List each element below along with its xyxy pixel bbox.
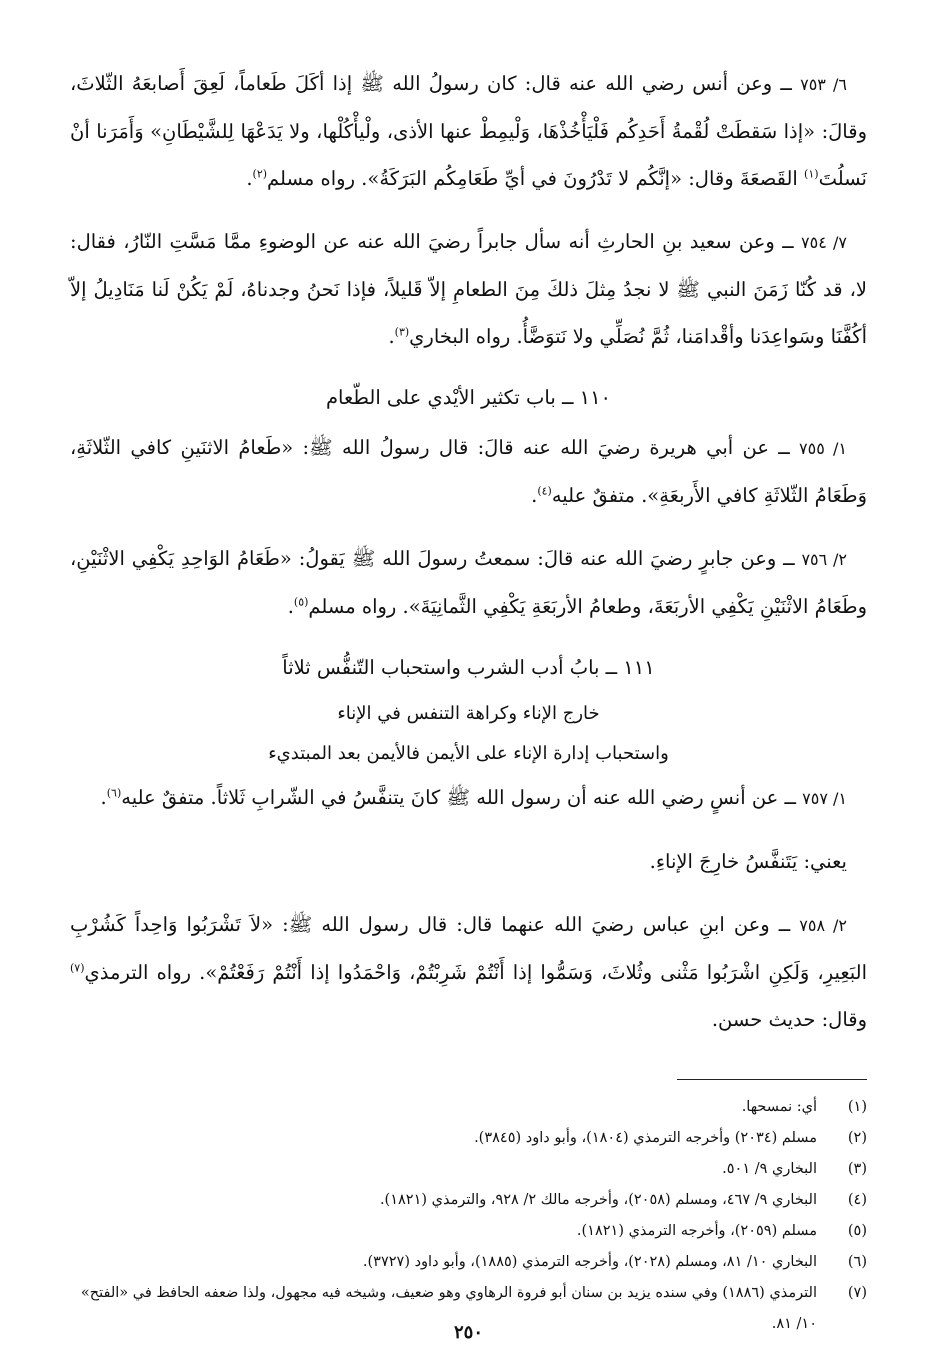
footnote-item bbox=[70, 1247, 867, 1278]
footnote-number: (٢) bbox=[847, 1130, 867, 1146]
footnote-item bbox=[70, 1185, 867, 1216]
hadith-text: ــ وعن أنس رضي الله عنه قال: كان رسولُ الله ﷺ إذا أكَلَ طَعاماً، لَعِقَ أَصابعَهُ الثّلاثَ، وقالَ: «إذا سَقطَتْ لُقْمةُ أَحَدِكُم فَلْيَأْخُذْهَا، وَلْيمِطْ عنها الأذى، ولْيأْكُلْها، ولا يَدَعْهَا لِلشَّيْطَانِ» وَأَمَرَنا أنْ نَسلُتَ bbox=[70, 72, 867, 190]
footnote-ref: (٧) bbox=[70, 961, 85, 975]
footnote-number: (٥) bbox=[847, 1223, 867, 1239]
chapter-subheading: واستحباب إدارة الإناء على الأيمن فالأيمن بعد المبتديء bbox=[268, 743, 669, 764]
hadith-number: ٢/ ٧٥٨ bbox=[799, 916, 848, 935]
hadith-757: ١/ ٧٥٧ ــ عن أنسٍ رضي الله عنه أن رسول الله ﷺ كانَ يتنفَّسُ في الشّرابِ ثَلاثاً. متفقٌ عليه$^{(٦)}$. bbox=[100, 786, 847, 809]
footnote-number: (١) bbox=[847, 1099, 867, 1115]
chapter-heading-111: ١١١ ــ بابُ أدب الشرب واستحباب التّنفُّس ثلاثاً bbox=[282, 656, 655, 679]
footnote-text: البخاري ٩/ ٤٦٧، ومسلم (٢٠٥٨)، وأخرجه مالك ٢/ ٩٢٨، والترمذي (١٨٢١). bbox=[379, 1192, 817, 1208]
hadith-758 bbox=[70, 901, 867, 1043]
hadith-number: ٢/ ٧٥٦ bbox=[801, 550, 847, 569]
footnote-ref: (٤) bbox=[537, 484, 552, 498]
footnote-number: (٧) bbox=[847, 1285, 867, 1301]
chapter-heading-110: ١١٠ ــ باب تكثير الأيْدي على الطّعام bbox=[325, 386, 612, 409]
chapter-subheading: خارج الإناء وكراهة التنفس في الإناء bbox=[337, 703, 600, 724]
footnote-item bbox=[70, 1123, 867, 1154]
hadith-text: ــ عن أنسٍ رضي الله عنه أن رسول الله ﷺ كانَ يتنفَّسُ في الشّرابِ ثَلاثاً. متفقٌ عليه bbox=[121, 786, 796, 809]
footnote-ref: (٢) bbox=[252, 167, 268, 181]
footnote-ref: (٥) bbox=[293, 595, 309, 609]
footnote-text: مسلم (٢٠٥٩)، وأخرجه الترمذي (١٨٢١). bbox=[576, 1223, 817, 1239]
footnote-ref: (٣) bbox=[394, 325, 410, 339]
footnote-text: أي: نمسحها. bbox=[741, 1099, 817, 1115]
hadith-number: ٧/ ٧٥٤ bbox=[801, 233, 848, 252]
footnote-text: البخاري ٩/ ٥٠١. bbox=[722, 1161, 817, 1177]
hadith-grading: وقال: حديث حسن. bbox=[711, 1008, 867, 1031]
hadith-text: ــ وعن جابرٍ رضيَ الله عنه قالَ: سمعتُ رسولَ الله ﷺ يَقولُ: «طَعَامُ الوَاحِدِ يَكْفِي الاثْنَيْنِ، وطَعَامُ الاثْنَيْنِ يَكْفِي الأربَعَةَ، وطعامُ الأربَعَةِ يَكْفِي الثَّمانِيَةَ». رواه مسلم bbox=[70, 547, 867, 618]
hadith-number: ٦/ ٧٥٣ bbox=[800, 75, 848, 94]
footnotes bbox=[70, 1092, 867, 1340]
hadith-number: ١/ ٧٥٥ bbox=[799, 439, 847, 458]
footnote-number: (٤) bbox=[847, 1192, 867, 1208]
hadith-755: ١/ ٧٥٥ ــ عن أبي هريرة رضيَ الله عنه قالَ: قال رسولُ الله ﷺ: «طَعامُ الاثنَينِ كافي الثّلاثَةِ، وَطَعَامُ الثّلاثَةِ كافي الأَربعَةِ». متفقٌ عليه$^{(٤)}$. bbox=[70, 436, 867, 507]
footnote-item bbox=[70, 1092, 867, 1123]
explanation-text: يعني: يَتَنفَّسُ خارِجَ الإناءِ. bbox=[649, 850, 847, 873]
footnote-number: (٣) bbox=[847, 1161, 867, 1177]
footnote-item bbox=[70, 1154, 867, 1185]
hadith-text: ــ وعن ابنِ عباس رضيَ الله عنهما قال: قال رسول الله ﷺ: «لاَ تَشْرَبُوا وَاحِداً كَشُرْبِ البَعِيرِ، وَلَكِنِ اشْرَبُوا مَثْنى وثُلاثَ، وَسَمُّوا إذا أَنْتُمْ شَرِبْتُمْ، وَاحْمَدُوا إذا أَنْتُمْ رَفَعْتُمْ». رواه الترمذي bbox=[70, 913, 867, 984]
hadith-number: ١/ ٧٥٧ bbox=[802, 789, 847, 808]
hadith-757-explanation bbox=[70, 838, 867, 885]
hadith-text: ــ وعن سعيد بنِ الحارثِ أنه سأل جابراً رضيَ الله عنه عن الوضوءِ ممَّا مَسَّتِ النّارُ، فقال: لا، قد كُنّا زَمَنَ النبي ﷺ لا نجدُ مِثلَ ذلكَ مِنَ الطعامِ إلاّ قَليلاً، فإذا نَحنُ وجدناهُ، لَمْ يَكُنْ لَنا مَنَادِيلُ إلاّ أكُفَّنَا وسَواعِدَنا وأقْدامَنا، ثُمَّ نُصَلِّي ولا نَتوَضَّأُ. رواه البخاري bbox=[70, 230, 867, 348]
hadith-text: ــ عن أبي هريرة رضيَ الله عنه قالَ: قال رسولُ الله ﷺ: «طَعامُ الاثنَينِ كافي الثّلاثَةِ، وَطَعَامُ الثّلاثَةِ كافي الأَربعَةِ». متفقٌ عليه bbox=[70, 436, 867, 507]
footnote-text: الترمذي (١٨٨٦) وفي سنده يزيد بن سنان أبو فروة الرهاوي وهو ضعيف، وشيخه فيه مجهول، ولذا ضعفه الحافظ في «الفتح» ١٠/ ٨١. bbox=[80, 1285, 817, 1332]
page-number: ٢٥٠ bbox=[453, 1322, 483, 1343]
footnote-text: مسلم (٢٠٣٤) وأخرجه الترمذي (١٨٠٤)، وأبو داود (٣٨٤٥). bbox=[474, 1130, 817, 1146]
footnote-number: (٦) bbox=[847, 1254, 867, 1270]
hadith-756: ٢/ ٧٥٦ ــ وعن جابرٍ رضيَ الله عنه قالَ: سمعتُ رسولَ الله ﷺ يَقولُ: «طَعَامُ الوَاحِدِ يَكْفِي الاثْنَيْنِ، وطَعَامُ الاثْنَيْنِ يَكْفِي الأربَعَةَ، وطعامُ الأربَعَةِ يَكْفِي الثَّمانِيَةَ». رواه مسلم$^{(٥)}$. bbox=[70, 547, 867, 618]
footnote-separator bbox=[677, 1079, 867, 1080]
footnote-ref: (١) bbox=[804, 167, 819, 181]
hadith-754: ٧/ ٧٥٤ ــ وعن سعيد بنِ الحارثِ أنه سأل جابراً رضيَ الله عنه عن الوضوءِ ممَّا مَسَّتِ النّارُ، فقال: لا، قد كُنّا زَمَنَ النبي ﷺ لا نجدُ مِثلَ ذلكَ مِنَ الطعامِ إلاّ قَليلاً، فإذا نَحنُ وجدناهُ، لَمْ يَكُنْ لَنا مَنَادِيلُ إلاّ أكُفَّنَا وسَواعِدَنا وأقْدامَنا، ثُمَّ نُصَلِّي ولا نَتوَضَّأُ. رواه البخاري$^{(٣)}$. bbox=[70, 230, 867, 348]
footnote-ref: (٦) bbox=[106, 786, 122, 800]
footnote-text: البخاري ١٠/ ٨١، ومسلم (٢٠٢٨)، وأخرجه الترمذي (١٨٨٥)، وأبو داود (٣٧٢٧). bbox=[362, 1254, 817, 1270]
main-text bbox=[70, 60, 867, 1043]
hadith-753: ٦/ ٧٥٣ ــ وعن أنس رضي الله عنه قال: كان رسولُ الله ﷺ إذا أكَلَ طَعاماً، لَعِقَ أَصابعَهُ الثّلاثَ، وقالَ: «إذا سَقطَتْ لُقْمةُ أَحَدِكُم فَلْيَأْخُذْهَا، وَلْيمِطْ عنها الأذى، ولْيأْكُلْها، ولا يَدَعْهَا لِلشَّيْطَانِ» وَأَمَرَنا أنْ نَسلُتَ$^{(١)}$ القَصعَةَ وقال: «إنَّكُم لا تَدْرُونَ في أيِّ طَعَامِكُم البَرَكَةُ». رواه مسلم$^{(٢)}$. bbox=[70, 72, 867, 190]
hadith-text-continued: القَصعَةَ وقال: «إنَّكُم لا تَدْرُونَ في أيِّ طَعَامِكُم البَرَكَةُ». رواه مسلم bbox=[267, 167, 798, 190]
footnote-item bbox=[70, 1216, 867, 1247]
